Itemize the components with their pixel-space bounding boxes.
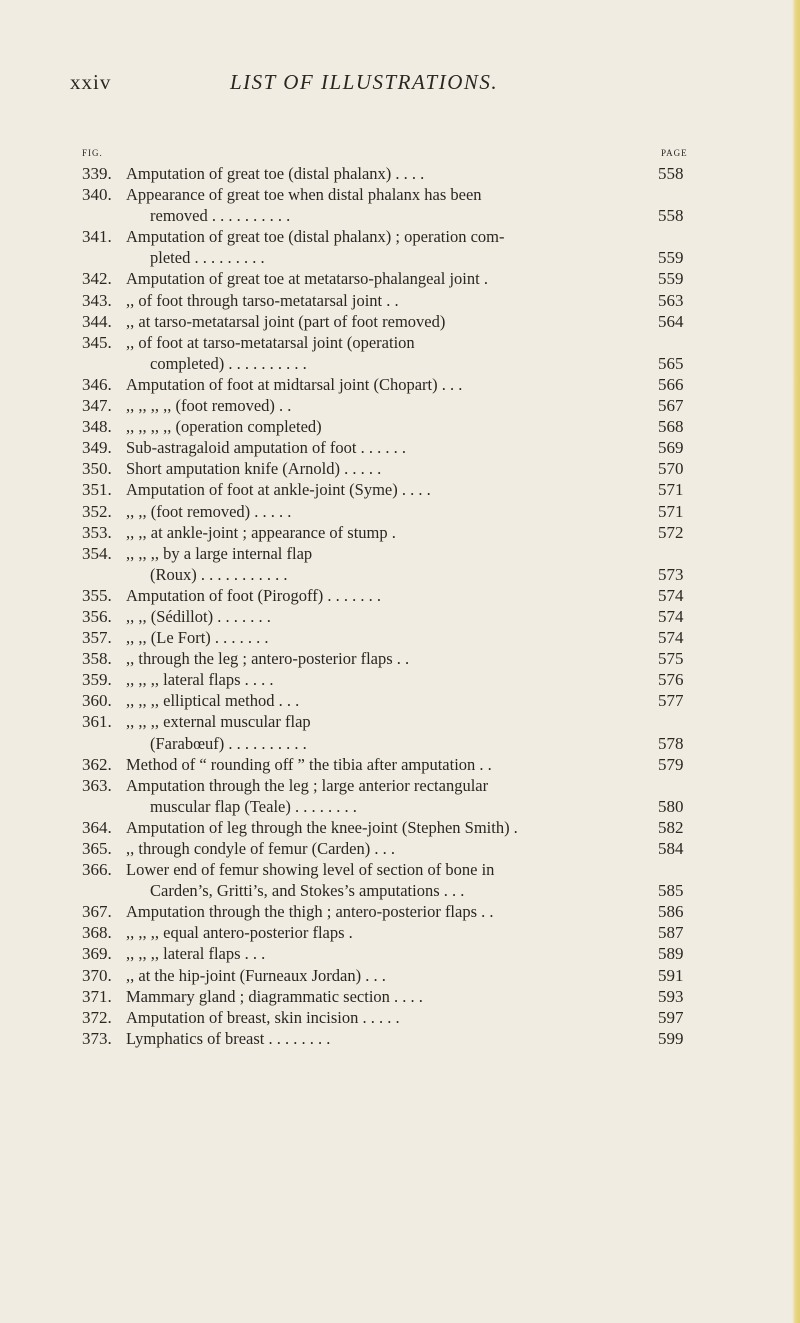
figure-caption (126, 226, 686, 268)
caption-line: ,, ,, ,, external muscular flap (126, 712, 311, 732)
list-item (0, 374, 800, 395)
caption-line: ,, ,, ,, by a large internal flap (126, 543, 313, 563)
page-reference: 589 (658, 944, 684, 964)
figure-caption (126, 648, 686, 669)
figure-number: 370. (82, 965, 112, 985)
list-item (0, 754, 800, 775)
caption-line: ,, ,, ,, equal antero-posterior flaps . (126, 923, 353, 943)
figure-caption (126, 775, 686, 817)
caption-line: Amputation through the leg ; large anterior rectangular (126, 775, 489, 795)
page-reference: 597 (658, 1007, 684, 1027)
figure-caption (126, 416, 686, 437)
caption-line: Amputation through the thigh ; antero-posterior flaps . . (126, 902, 494, 922)
figure-number: 346. (82, 374, 112, 394)
list-item (0, 711, 800, 753)
figure-number: 340. (82, 185, 112, 205)
page-reference: 572 (658, 522, 684, 542)
figure-number: 373. (82, 1028, 112, 1048)
list-item (0, 838, 800, 859)
figure-number: 350. (82, 459, 112, 479)
page-reference: 584 (658, 839, 684, 858)
page-number: xxiv (70, 70, 112, 94)
figure-caption (126, 268, 686, 289)
figure-caption (126, 501, 686, 522)
caption-line: Amputation of breast, skin incision . . . . . (126, 1007, 400, 1027)
page-reference: 558 (658, 164, 684, 183)
caption-line: Amputation of foot at midtarsal joint (Chopart) . . . (126, 374, 463, 394)
caption-line: Amputation of great toe at metatarso-phalangeal joint . (126, 269, 488, 289)
figure-number: 371. (82, 986, 112, 1006)
caption-line: removed . . . . . . . . . . (150, 206, 291, 226)
figure-caption (126, 859, 686, 901)
list-item (0, 311, 800, 332)
page-reference: 577 (658, 691, 684, 711)
figure-number: 366. (82, 860, 112, 880)
page-reference: 569 (658, 438, 684, 458)
figure-number: 358. (82, 649, 112, 669)
page-reference: 571 (658, 480, 684, 500)
caption-line: ,, ,, at ankle-joint ; appearance of stump . (126, 522, 396, 542)
caption-line: ,, at tarso-metatarsal joint (part of foot removed) (126, 311, 446, 331)
list-item (0, 290, 800, 311)
page-reference: 574 (658, 606, 684, 626)
list-item (0, 332, 800, 374)
caption-line: ,, through the leg ; antero-posterior flaps . . (126, 649, 410, 669)
figure-caption (126, 332, 686, 374)
figure-caption (126, 711, 686, 753)
page-reference: 564 (658, 311, 684, 331)
caption-line: Lower end of femur showing level of section of bone in (126, 860, 495, 880)
figure-caption (126, 943, 686, 964)
figure-number: 345. (82, 332, 112, 352)
caption-line: muscular flap (Teale) . . . . . . . . (150, 796, 357, 816)
list-item (0, 543, 800, 585)
figure-caption (126, 669, 686, 690)
figure-caption (126, 1028, 686, 1049)
caption-line: Amputation of great toe (distal phalanx) . . . . (126, 164, 425, 183)
figure-caption (126, 817, 686, 838)
caption-line: ,, ,, (Le Fort) . . . . . . . (126, 628, 269, 648)
page-reference: 571 (658, 501, 684, 521)
page-reference: 593 (658, 986, 684, 1006)
caption-line: Appearance of great toe when distal phalanx has been (126, 185, 482, 205)
caption-line: Amputation of leg through the knee-joint (Stephen Smith) . (126, 817, 518, 837)
figure-caption (126, 395, 686, 416)
list-item (0, 965, 800, 986)
page-reference: 591 (658, 965, 684, 985)
caption-line: Amputation of great toe (distal phalanx) ; operation com- (126, 227, 505, 247)
figure-caption (126, 458, 686, 479)
page-reference: 568 (658, 417, 684, 437)
page-reference: 582 (658, 817, 684, 837)
page-reference: 586 (658, 902, 684, 922)
list-item (0, 163, 800, 184)
figure-number: 351. (82, 480, 112, 500)
page-reference: 567 (658, 396, 684, 416)
figure-number: 368. (82, 923, 112, 943)
page-reference: 576 (658, 670, 684, 690)
figure-number: 363. (82, 775, 112, 795)
caption-line: ,, of foot through tarso-metatarsal joint . . (126, 290, 399, 310)
list-item (0, 501, 800, 522)
figure-caption (126, 543, 686, 585)
figure-number: 359. (82, 670, 112, 690)
list-item (0, 627, 800, 648)
page-reference: 585 (658, 881, 684, 901)
figure-number: 352. (82, 501, 112, 521)
caption-line: pleted . . . . . . . . . (150, 248, 265, 268)
figure-number: 353. (82, 522, 112, 542)
figure-caption (126, 163, 686, 184)
running-title: LIST OF ILLUSTRATIONS. (230, 70, 499, 94)
list-item (0, 859, 800, 901)
caption-line: completed) . . . . . . . . . . (150, 353, 307, 373)
figure-caption (126, 922, 686, 943)
caption-line: ,, ,, ,, ,, (operation completed) (126, 417, 322, 437)
caption-line: Sub-astragaloid amputation of foot . . . . . . (126, 438, 406, 458)
figure-number: 364. (82, 817, 112, 837)
caption-line: Mammary gland ; diagrammatic section . . . . (126, 986, 423, 1006)
figure-caption (126, 522, 686, 543)
page-reference: 587 (658, 923, 684, 943)
figure-number: 348. (82, 417, 112, 437)
page-reference: 563 (658, 290, 684, 310)
page-reference: 570 (658, 459, 684, 479)
caption-line: ,, at the hip-joint (Furneaux Jordan) . . . (126, 965, 386, 985)
list-item (0, 585, 800, 606)
figure-caption (126, 965, 686, 986)
list-item (0, 775, 800, 817)
figure-caption (126, 1007, 686, 1028)
caption-line: Amputation of foot at ankle-joint (Syme) . . . . (126, 480, 431, 500)
caption-line: (Roux) . . . . . . . . . . . (150, 564, 288, 584)
list-item (0, 943, 800, 964)
page-reference: 599 (658, 1028, 684, 1048)
caption-line: ,, ,, ,, lateral flaps . . . (126, 944, 266, 964)
page-reference: 565 (658, 353, 684, 373)
figure-number: 342. (82, 269, 112, 289)
list-item (0, 522, 800, 543)
page-reference: 558 (658, 206, 684, 226)
figure-number: 372. (82, 1007, 112, 1027)
list-item (0, 1007, 800, 1028)
page-reference: 579 (658, 754, 684, 774)
list-item (0, 1028, 800, 1049)
page-reference: 566 (658, 374, 684, 394)
list-item (0, 479, 800, 500)
list-item (0, 648, 800, 669)
caption-line: Carden’s, Gritti’s, and Stokes’s amputations . . . (150, 881, 465, 901)
figure-number: 339. (82, 164, 112, 183)
figure-caption (126, 754, 686, 775)
list-item (0, 226, 800, 268)
figure-caption (126, 437, 686, 458)
figure-caption (126, 627, 686, 648)
caption-line: ,, ,, ,, elliptical method . . . (126, 691, 300, 711)
figure-caption (126, 606, 686, 627)
page-reference: 575 (658, 649, 684, 669)
list-item (0, 437, 800, 458)
figure-caption (126, 184, 686, 226)
page-reference: 574 (658, 628, 684, 648)
figure-number: 361. (82, 712, 112, 732)
list-item (0, 268, 800, 289)
fig-column-header: FIG. (82, 148, 103, 158)
figure-number: 343. (82, 290, 112, 310)
caption-line: ,, of foot at tarso-metatarsal joint (operation (126, 332, 415, 352)
caption-line: Amputation of foot (Pirogoff) . . . . . . . (126, 585, 381, 605)
figure-number: 365. (82, 839, 112, 858)
list-item (0, 690, 800, 711)
figure-caption (126, 311, 686, 332)
caption-line: ,, ,, (Sédillot) . . . . . . . (126, 606, 271, 626)
figure-caption (126, 690, 686, 711)
figure-number: 369. (82, 944, 112, 964)
page-reference: 559 (658, 248, 684, 268)
page-reference: 574 (658, 585, 684, 605)
list-item (0, 669, 800, 690)
figure-number: 355. (82, 585, 112, 605)
caption-line: ,, ,, ,, lateral flaps . . . . (126, 670, 274, 690)
page-reference: 559 (658, 269, 684, 289)
caption-line: Short amputation knife (Arnold) . . . . . (126, 459, 382, 479)
figure-number: 341. (82, 227, 112, 247)
figure-number: 362. (82, 754, 112, 774)
caption-line: (Farabœuf) . . . . . . . . . . (150, 733, 307, 753)
page-column-header: PAGE (661, 148, 688, 158)
figure-caption (126, 986, 686, 1007)
list-item (0, 416, 800, 437)
figure-number: 349. (82, 438, 112, 458)
caption-line: Lymphatics of breast . . . . . . . . (126, 1028, 331, 1048)
list-item (0, 817, 800, 838)
figure-caption (126, 374, 686, 395)
caption-line: Method of “ rounding off ” the tibia after amputation . . (126, 754, 492, 774)
running-header (70, 70, 720, 110)
figure-number: 356. (82, 606, 112, 626)
page-reference: 578 (658, 733, 684, 753)
page-reference: 580 (658, 796, 684, 816)
list-item (0, 458, 800, 479)
figure-number: 347. (82, 396, 112, 416)
list-item (0, 922, 800, 943)
figure-number: 357. (82, 628, 112, 648)
caption-line: ,, ,, ,, ,, (foot removed) . . (126, 396, 292, 416)
page-reference: 573 (658, 564, 684, 584)
list-item (0, 395, 800, 416)
figure-caption (126, 901, 686, 922)
list-item (0, 901, 800, 922)
list-item (0, 986, 800, 1007)
figure-caption (126, 290, 686, 311)
figure-number: 354. (82, 543, 112, 563)
list-item (0, 606, 800, 627)
figure-caption (126, 585, 686, 606)
figure-number: 367. (82, 902, 112, 922)
caption-line: ,, through condyle of femur (Carden) . . . (126, 839, 395, 858)
list-item (0, 184, 800, 226)
figure-number: 360. (82, 691, 112, 711)
figure-caption (126, 479, 686, 500)
figure-caption (126, 838, 686, 859)
figure-number: 344. (82, 311, 112, 331)
caption-line: ,, ,, (foot removed) . . . . . (126, 501, 292, 521)
illustration-list (0, 163, 800, 1049)
